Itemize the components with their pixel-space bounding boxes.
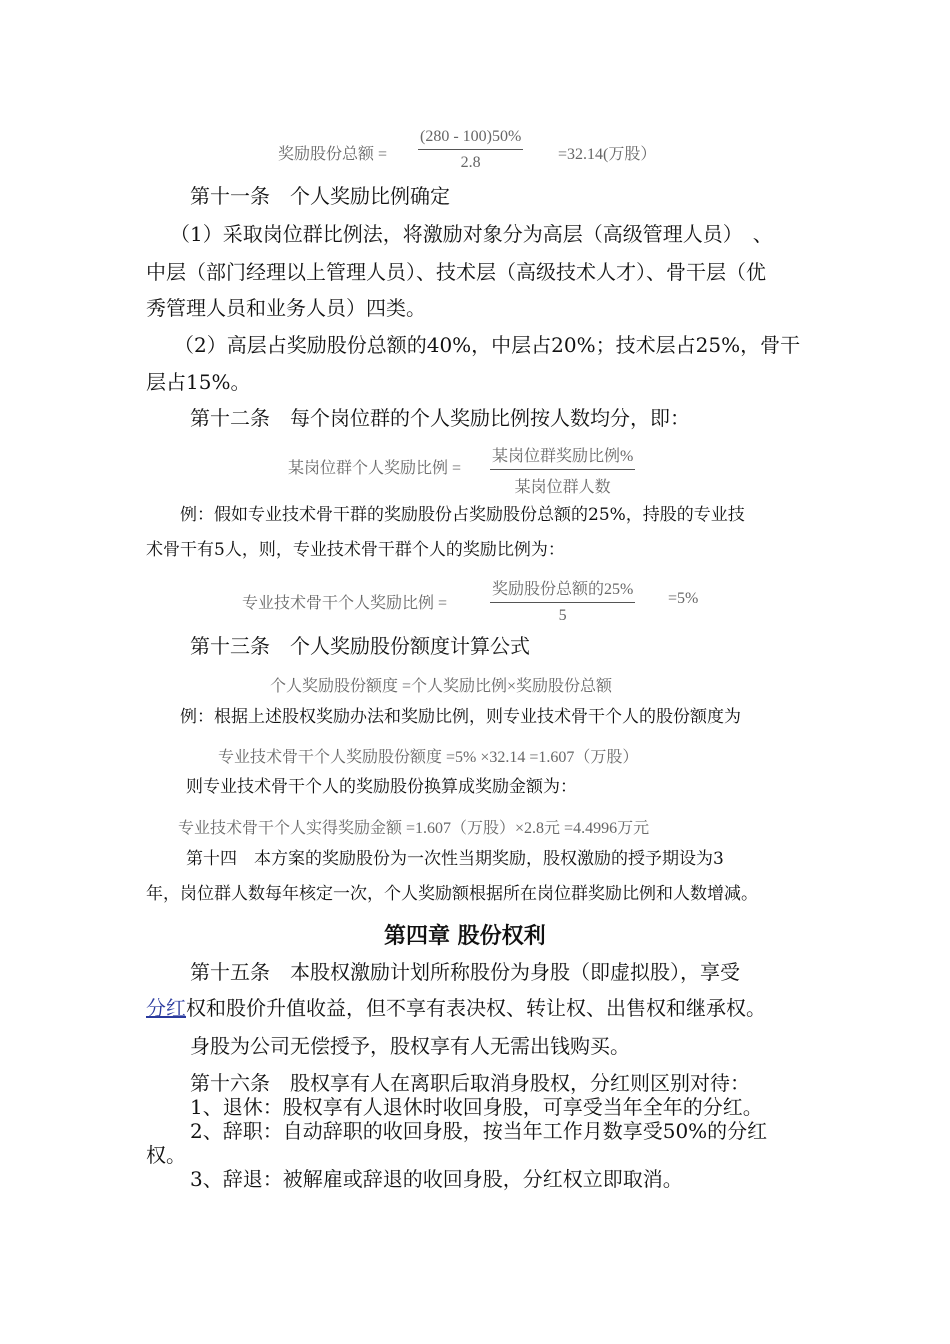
article-11-para1-line3: 秀管理人员和业务人员）四类。 [146, 296, 426, 320]
formula-lhs: 奖励股份总额 = [278, 146, 388, 163]
article-11-title: 第十一条 个人奖励比例确定 [190, 184, 450, 208]
formula-tech-backbone-shares: 专业技术骨干个人奖励股份额度 =5% ×32.14 =1.607（万股） [218, 749, 639, 766]
formula-rhs: =5% [668, 590, 699, 607]
article-12-title: 第十二条 每个岗位群的个人奖励比例按人数均分，即： [190, 406, 690, 430]
formula-fraction [418, 128, 523, 172]
article-15-line3: 身股为公司无偿授予，股权享有人无需出钱购买。 [190, 1034, 630, 1058]
fraction-numerator: 奖励股份总额的25% [490, 576, 635, 603]
article-16-line5: 3、辞退：被解雇或辞退的收回身股，分红权立即取消。 [190, 1167, 683, 1191]
formula-fraction [490, 443, 635, 497]
article-11-para1-line1: （1）采取岗位群比例法，将激励对象分为高层（高级管理人员） 、 [170, 222, 773, 246]
article-11-para2-line2: 层占15%。 [146, 370, 251, 394]
fraction-numerator: (280 - 100)50% [418, 128, 523, 150]
article-14-line2: 年，岗位群人数每年核定一次，个人奖励额根据所在岗位群奖励比例和人数增减。 [146, 884, 758, 904]
article-16-line4: 权。 [146, 1143, 186, 1167]
fraction-denominator: 某岗位群人数 [514, 479, 611, 496]
article-11-para2-line1: （2）高层占奖励股份总额的40%，中层占20%；技术层占25%，骨干 [174, 333, 801, 357]
formula-fraction [490, 576, 635, 625]
article-15-line2 [146, 998, 766, 1018]
article-15-line2-text: 权和股价升值收益，但不享有表决权、转让权、出售权和继承权。 [186, 996, 766, 1020]
example-2-line1: 例：根据上述股权奖励办法和奖励比例，则专业技术骨干个人的股份额度为 [180, 707, 741, 727]
dividend-link[interactable]: 分红 [146, 996, 186, 1020]
formula-lhs: 某岗位群个人奖励比例 = [288, 460, 462, 477]
article-14-line1: 第十四 本方案的奖励股份为一次性当期奖励，股权激励的授予期设为3 [186, 849, 724, 869]
article-11-para1-line2: 中层（部门经理以上管理人员）、技术层（高级技术人才）、骨干层（优 [146, 260, 766, 284]
formula-individual-shares: 个人奖励股份额度 =个人奖励比例×奖励股份总额 [270, 678, 613, 695]
formula-lhs: 专业技术骨干个人奖励比例 = [242, 595, 448, 612]
formula-rhs: =32.14(万股） [558, 146, 657, 163]
article-13-title: 第十三条 个人奖励股份额度计算公式 [190, 634, 530, 658]
article-16-line1: 第十六条 股权享有人在离职后取消身股权，分红则区别对待： [190, 1071, 750, 1095]
example-1-line2: 术骨干有5人，则，专业技术骨干群个人的奖励比例为： [146, 540, 565, 560]
chapter-4-heading: 第四章 股份权利 [384, 924, 546, 949]
example-3-line1: 则专业技术骨干个人的奖励股份换算成奖励金额为： [186, 777, 577, 797]
fraction-numerator: 某岗位群奖励比例% [490, 443, 635, 470]
example-1-line1: 例：假如专业技术骨干群的奖励股份占奖励股份总额的25%，持股的专业技 [180, 505, 745, 525]
fraction-denominator: 2.8 [460, 154, 481, 171]
fraction-denominator: 5 [558, 607, 567, 624]
article-15-line1: 第十五条 本股权激励计划所称股份为身股（即虚拟股），享受 [190, 960, 740, 984]
article-16-line3: 2、辞职：自动辞职的收回身股，按当年工作月数享受50%的分红 [190, 1119, 768, 1143]
article-16-line2: 1、退休：股权享有人退休时收回身股，可享受当年全年的分红。 [190, 1095, 763, 1119]
formula-tech-backbone-amount: 专业技术骨干个人实得奖励金额 =1.607（万股）×2.8元 =4.4996万元 [178, 820, 650, 837]
